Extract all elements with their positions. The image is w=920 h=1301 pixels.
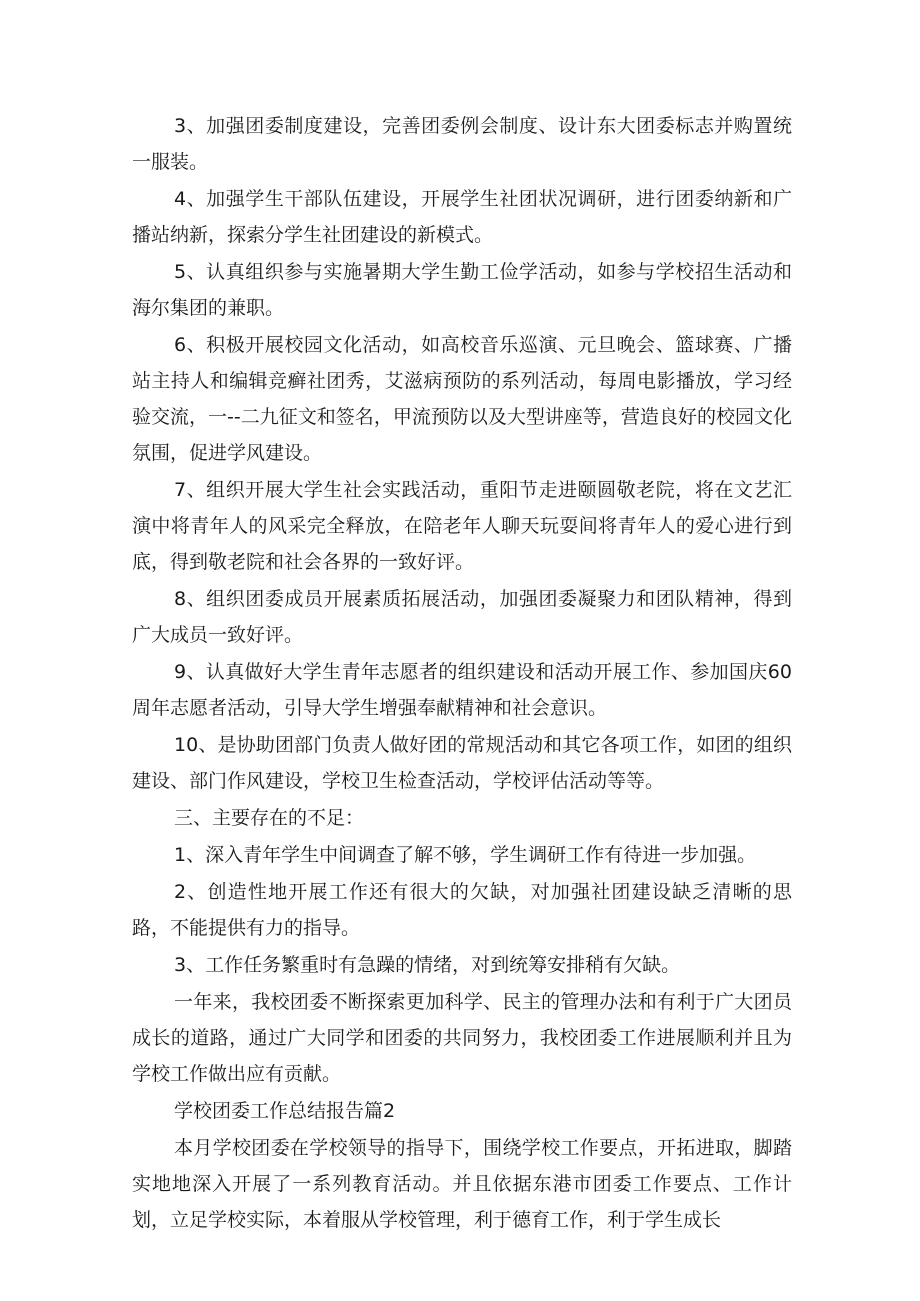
shortcoming-item-1: 1、深入青年学生中间调查了解不够，学生调研工作有待进一步加强。 <box>174 844 757 866</box>
document-body <box>132 108 792 1239</box>
paragraph-item-3: 3、加强团委制度建设，完善团委例会制度、设计东大团委标志并购置统一服装。 <box>132 115 792 173</box>
paragraph-item-5: 5、认真组织参与实施暑期大学生勤工俭学活动，如参与学校招生活动和海尔集团的兼职。 <box>132 261 792 319</box>
paragraph-item-10: 10、是协助团部门负责人做好团的常规活动和其它各项工作，如团的组织建设、部门作风建设，学校卫生检查活动，学校评估活动等等。 <box>132 734 792 792</box>
report-subtitle: 学校团委工作总结报告篇2 <box>174 1100 396 1122</box>
shortcoming-item-3: 3、工作任务繁重时有急躁的情绪，对到统筹安排稍有欠缺。 <box>174 954 681 976</box>
section-heading-shortcomings: 三、主要存在的不足： <box>174 807 365 829</box>
paragraph-item-6: 6、积极开展校园文化活动，如高校音乐巡演、元旦晚会、篮球赛、广播站主持人和编辑竞癣社团秀，艾滋病预防的系列活动，每周电影播放，学习经验交流，一--二九征文和签名，甲流预防以及大型讲座等，营造良好的校园文化氛围，促进学风建设。 <box>132 334 792 464</box>
shortcoming-item-2: 2、创造性地开展工作还有很大的欠缺，对加强社团建设缺乏清晰的思路，不能提供有力的指导。 <box>132 881 792 939</box>
paragraph-item-8: 8、组织团委成员开展素质拓展活动，加强团委凝聚力和团队精神，得到广大成员一致好评。 <box>132 588 792 646</box>
report-2-intro-paragraph: 本月学校团委在学校领导的指导下，围绕学校工作要点，开拓进取，脚踏实地地深入开展了一系列教育活动。并且依据东港市团委工作要点、工作计划，立足学校实际，本着服从学校管理，利于德育工作，利于学生成长 <box>132 1137 792 1231</box>
paragraph-item-4: 4、加强学生干部队伍建设，开展学生社团状况调研，进行团委纳新和广播站纳新，探索分学生社团建设的新模式。 <box>132 188 792 246</box>
summary-paragraph: 一年来，我校团委不断探索更加科学、民主的管理办法和有利于广大团员成长的道路，通过广大同学和团委的共同努力，我校团委工作进展顺利并且为学校工作做出应有贡献。 <box>132 991 792 1085</box>
paragraph-item-7: 7、组织开展大学生社会实践活动，重阳节走进颐圆敬老院，将在文艺汇演中将青年人的风采完全释放，在陪老年人聊天玩耍间将青年人的爱心进行到底，得到敬老院和社会各界的一致好评。 <box>132 479 792 573</box>
paragraph-item-9: 9、认真做好大学生青年志愿者的组织建设和活动开展工作、参加国庆60周年志愿者活动，引导大学生增强奉献精神和社会意识。 <box>132 661 792 719</box>
